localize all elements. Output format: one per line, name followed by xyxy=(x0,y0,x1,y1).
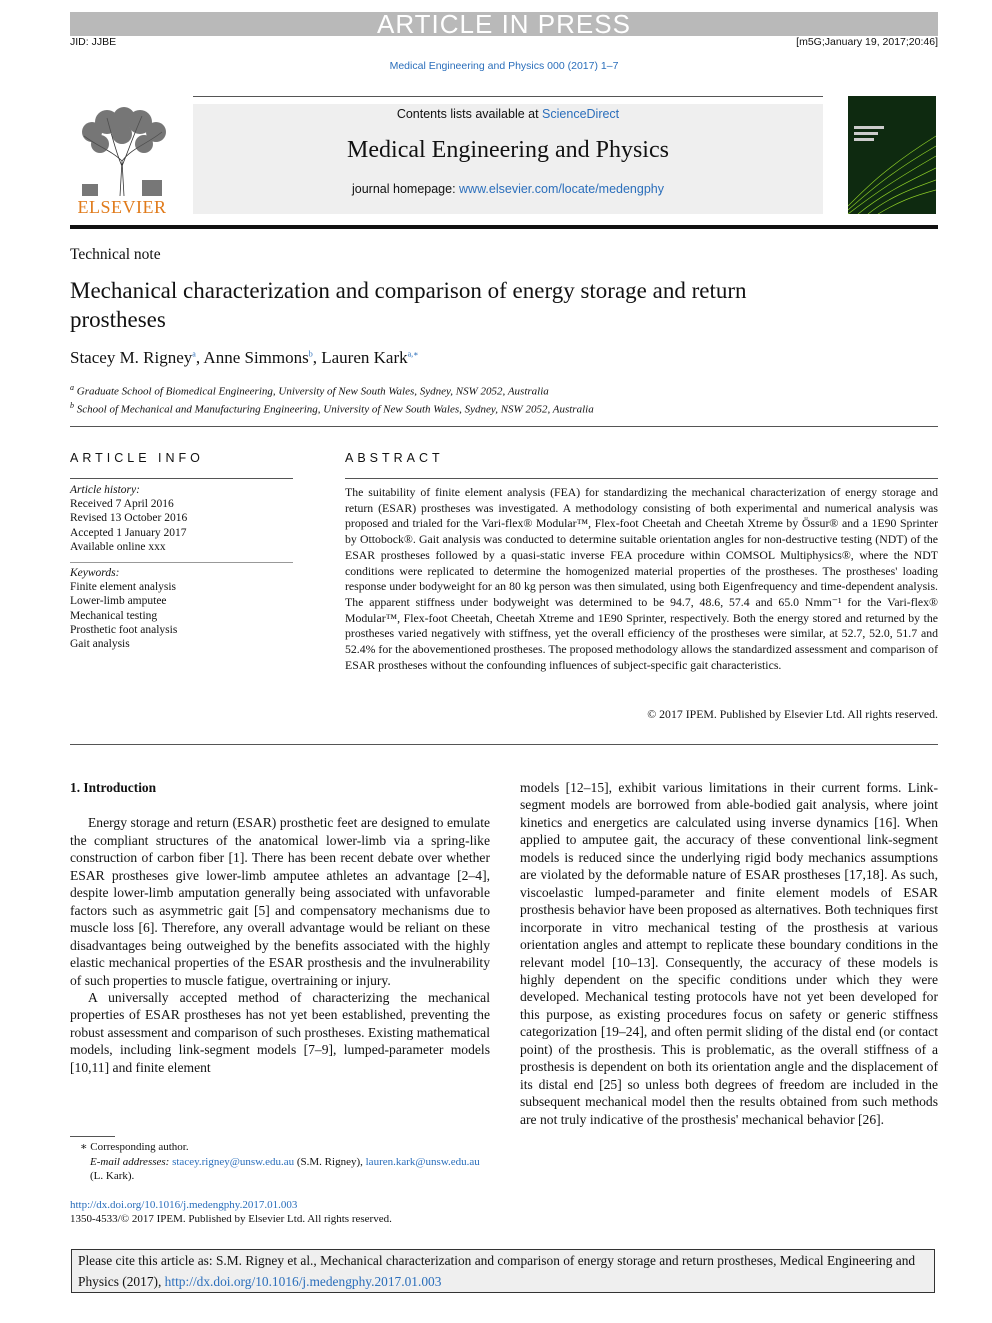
keywords xyxy=(70,566,293,651)
thick-rule xyxy=(70,225,938,229)
author-name: Anne Simmons xyxy=(203,348,309,367)
citation-box xyxy=(71,1249,935,1293)
email-link[interactable]: stacey.rigney@unsw.edu.au xyxy=(172,1155,295,1168)
sciencedirect-link[interactable]: ScienceDirect xyxy=(542,107,620,121)
affiliation-mark: b xyxy=(70,400,74,410)
journal-cover-image xyxy=(848,96,936,214)
abstract-heading: ABSTRACT xyxy=(345,451,444,465)
keywords-rule xyxy=(70,562,293,563)
elsevier-tree-logo xyxy=(72,106,172,198)
article-history xyxy=(70,483,293,554)
affiliation xyxy=(70,381,594,399)
journal-citation-link[interactable]: Medical Engineering and Physics 000 (2017) 1–7 xyxy=(389,60,619,72)
elsevier-wordmark: ELSEVIER xyxy=(77,197,167,217)
footnote-rule xyxy=(70,1136,115,1137)
abstract-rule xyxy=(345,478,938,479)
keyword: Mechanical testing xyxy=(70,609,158,622)
info-top-rule xyxy=(70,426,938,427)
citation-doi-link[interactable]: http://dx.doi.org/10.1016/j.medengphy.2017.01.003 xyxy=(164,1274,442,1289)
author-list: Stacey M. Rigney$^a$, Anne Simmons$^b$, Lauren Kark$^{a,∗}$ xyxy=(70,348,419,367)
article-info-rule xyxy=(70,478,293,479)
article-info-heading: ARTICLE INFO xyxy=(70,451,204,465)
email-line xyxy=(70,1155,490,1184)
body-right-column xyxy=(520,779,938,1128)
journal-header-box xyxy=(193,104,823,214)
citation-text: Please cite this article as: S.M. Rigney et al., Mechanical characterization and comparison of energy storage and return prostheses, Medical Engineering and Physics (2017), xyxy=(78,1253,916,1289)
homepage-link[interactable]: www.elsevier.com/locate/medengphy xyxy=(459,182,664,196)
corresponding-author-note: ∗ Corresponding author. xyxy=(80,1141,189,1153)
body-left-column xyxy=(70,779,490,1076)
author-name: Lauren Kark xyxy=(321,348,408,367)
cover-graphic xyxy=(848,96,936,214)
header-rule xyxy=(193,96,823,97)
paragraph: Energy storage and return (ESAR) prosthetic feet are designed to emulate the compliant structures of the anatomical lower-limb via a spring-like construction of carbon fiber [1]. There has been recent debate over whether ESAR prostheses give lower-limb amputee athletes an advantage [2–4], despite lower-limb amputation generally being associated with unfavorable factors such as asymmetric gait [5] and compensatory mechanisms due to muscle loss [6]. Therefore, any overall advantage would be reliant on these disadvantages being outweighed by the benefits associated with the highly elastic mechanical properties of the ESAR prosthesis and the invulnerability of such properties to muscle fatigue, overtraining or injury. xyxy=(70,815,490,988)
keyword: Gait analysis xyxy=(70,638,130,651)
jid-label: JID: JJBE xyxy=(70,36,117,48)
affiliation-mark: a xyxy=(70,383,74,392)
article-type: Technical note xyxy=(70,246,161,263)
article-in-press-banner: ARTICLE IN PRESS xyxy=(70,12,938,36)
history-item: Received 7 April 2016 xyxy=(70,498,174,511)
timestamp-label: [m5G;January 19, 2017;20:46] xyxy=(796,36,938,48)
homepage-prefix: journal homepage: xyxy=(352,182,460,196)
author-affiliation-mark[interactable]: a xyxy=(192,349,196,359)
affiliation-text: School of Mechanical and Manufacturing Engineering, University of New South Wales, Sydney, NSW 2052, Australia xyxy=(76,403,594,416)
keyword: Prosthetic foot analysis xyxy=(70,623,178,636)
footnotes xyxy=(70,1140,490,1184)
contents-line xyxy=(193,107,823,121)
author-affiliation-mark[interactable]: a,∗ xyxy=(407,349,419,359)
paragraph: models [12–15], exhibit various limitations in their current forms. Link-segment models are borrowed from able-bodied gait analysis, where joint kinetics and energetics are calculated using inverse dynamics [16]. When applied to amputee gait, the accuracy of these conventional link-segment models is reduced since the underlying rigid body mechanics assumptions are violated by the deformable nature of ESAR prostheses [17,18]. As such, viscoelastic lumped-parameter and finite element models of ESAR prosthesis behavior have been proposed as alternatives. Both techniques first incorporate in vitro mechanical testing of the prosthesis at various orientation angles and attempt to replicate these boundary conditions in the relevant model [10–13]. Consequently, the accuracy of these models is highly dependent on the specific conditions under which they were developed. Mechanical testing protocols have not yet been developed for this purpose, as existing procedures focus on safety or generic stiffness categorization [19–24], and often permit sliding of the distal end (or contact point) of the prosthesis. This is problematic, as the overall stiffness of a prosthesis is dependent on both its orientation angle and the displacement of its distal end [25] so unless both degrees of freedom are included in the subsequent mechanical model then the results obtained from such methods are not truly indicative of the prosthesis' mechanical behavior [26]. xyxy=(520,780,938,1127)
author-name: Stacey M. Rigney xyxy=(70,348,193,367)
abstract-bottom-rule xyxy=(70,744,938,745)
contents-prefix: Contents lists available at xyxy=(396,107,543,121)
abstract-text: The suitability of finite element analysis (FEA) for standardizing the mechanical characterization of energy storage and return (ESAR) prostheses was investigated. A methodology consisting of both experimental and numerical analysis was proposed and trialed for the Vari-flex® Modular™, Flex-foot Cheetah and Cheetah Xtreme by Össur® and a 1E90 Sprinter by Ottobock®. Gait analysis was conducted to determine suitable orientation angles for non-destructive testing (NDT) of the ESAR prostheses followed by a quasi-static inverse FEA procedure within COMSOL Multiphysics®, where the NDT conditions were replicated to determine the homogenized material properties of the prostheses. The prostheses' loading response under bodyweight for an 80 kg person was then simulated, using both Eigenfrequency and time-dependent analysis. The apparent stiffness under bodyweight was determined to be 94.7, 48.6, 57.4 and 65.0 Nmm⁻¹ for the Vari-flex® Modular™, Flex-foot Cheetah, Cheetah Xtreme and 1E90 Sprinter, respectively. Both the energy stored and returned by the prostheses varied negatively with stiffness, yet the overall efficiency of the prostheses were similar, at 52.7, 52.0, 51.7 and 52.4% for the abovementioned prostheses. The proposed methodology allows the standardized assessment and comparison of ESAR prostheses without the confounding influences of subject-specific gait characteristics. xyxy=(345,485,938,672)
doi-link[interactable]: http://dx.doi.org/10.1016/j.medengphy.2017.01.003 xyxy=(70,1199,298,1211)
keywords-label: Keywords: xyxy=(70,567,120,579)
email-link[interactable]: lauren.kark@unsw.edu.au xyxy=(365,1155,480,1168)
history-item: Available online xxx xyxy=(70,540,166,553)
affiliation xyxy=(70,399,594,417)
keyword: Finite element analysis xyxy=(70,581,177,594)
homepage-line xyxy=(193,182,823,196)
affiliation-text: Graduate School of Biomedical Engineering, University of New South Wales, Sydney, NSW 2052, Australia xyxy=(76,385,549,398)
email-label: E-mail addresses: xyxy=(90,1155,170,1168)
history-item: Accepted 1 January 2017 xyxy=(70,526,187,539)
keyword: Lower-limb amputee xyxy=(70,595,167,608)
history-label: Article history: xyxy=(70,484,140,496)
affiliations xyxy=(70,381,594,416)
paragraph: A universally accepted method of characterizing the mechanical properties of ESAR prostheses has not yet been established, preventing the robust assessment and comparison of such prostheses. Existing mathematical models, including link-segment models [7–9], lumped-parameter models [10,11] and finite element xyxy=(70,989,490,1075)
section-heading: 1. Introduction xyxy=(70,780,157,795)
email-owner: (S.M. Rigney), xyxy=(296,1155,363,1168)
author-affiliation-mark[interactable]: b xyxy=(308,349,313,359)
history-item: Revised 13 October 2016 xyxy=(70,512,188,525)
issn-line: 1350-4533/© 2017 IPEM. Published by Elsevier Ltd. All rights reserved. xyxy=(70,1213,392,1225)
abstract-copyright: © 2017 IPEM. Published by Elsevier Ltd. All rights reserved. xyxy=(647,707,938,721)
journal-name: Medical Engineering and Physics xyxy=(347,137,669,163)
email-owner: (L. Kark). xyxy=(90,1170,135,1182)
article-title: Mechanical characterization and comparison of energy storage and return prostheses xyxy=(70,278,747,332)
